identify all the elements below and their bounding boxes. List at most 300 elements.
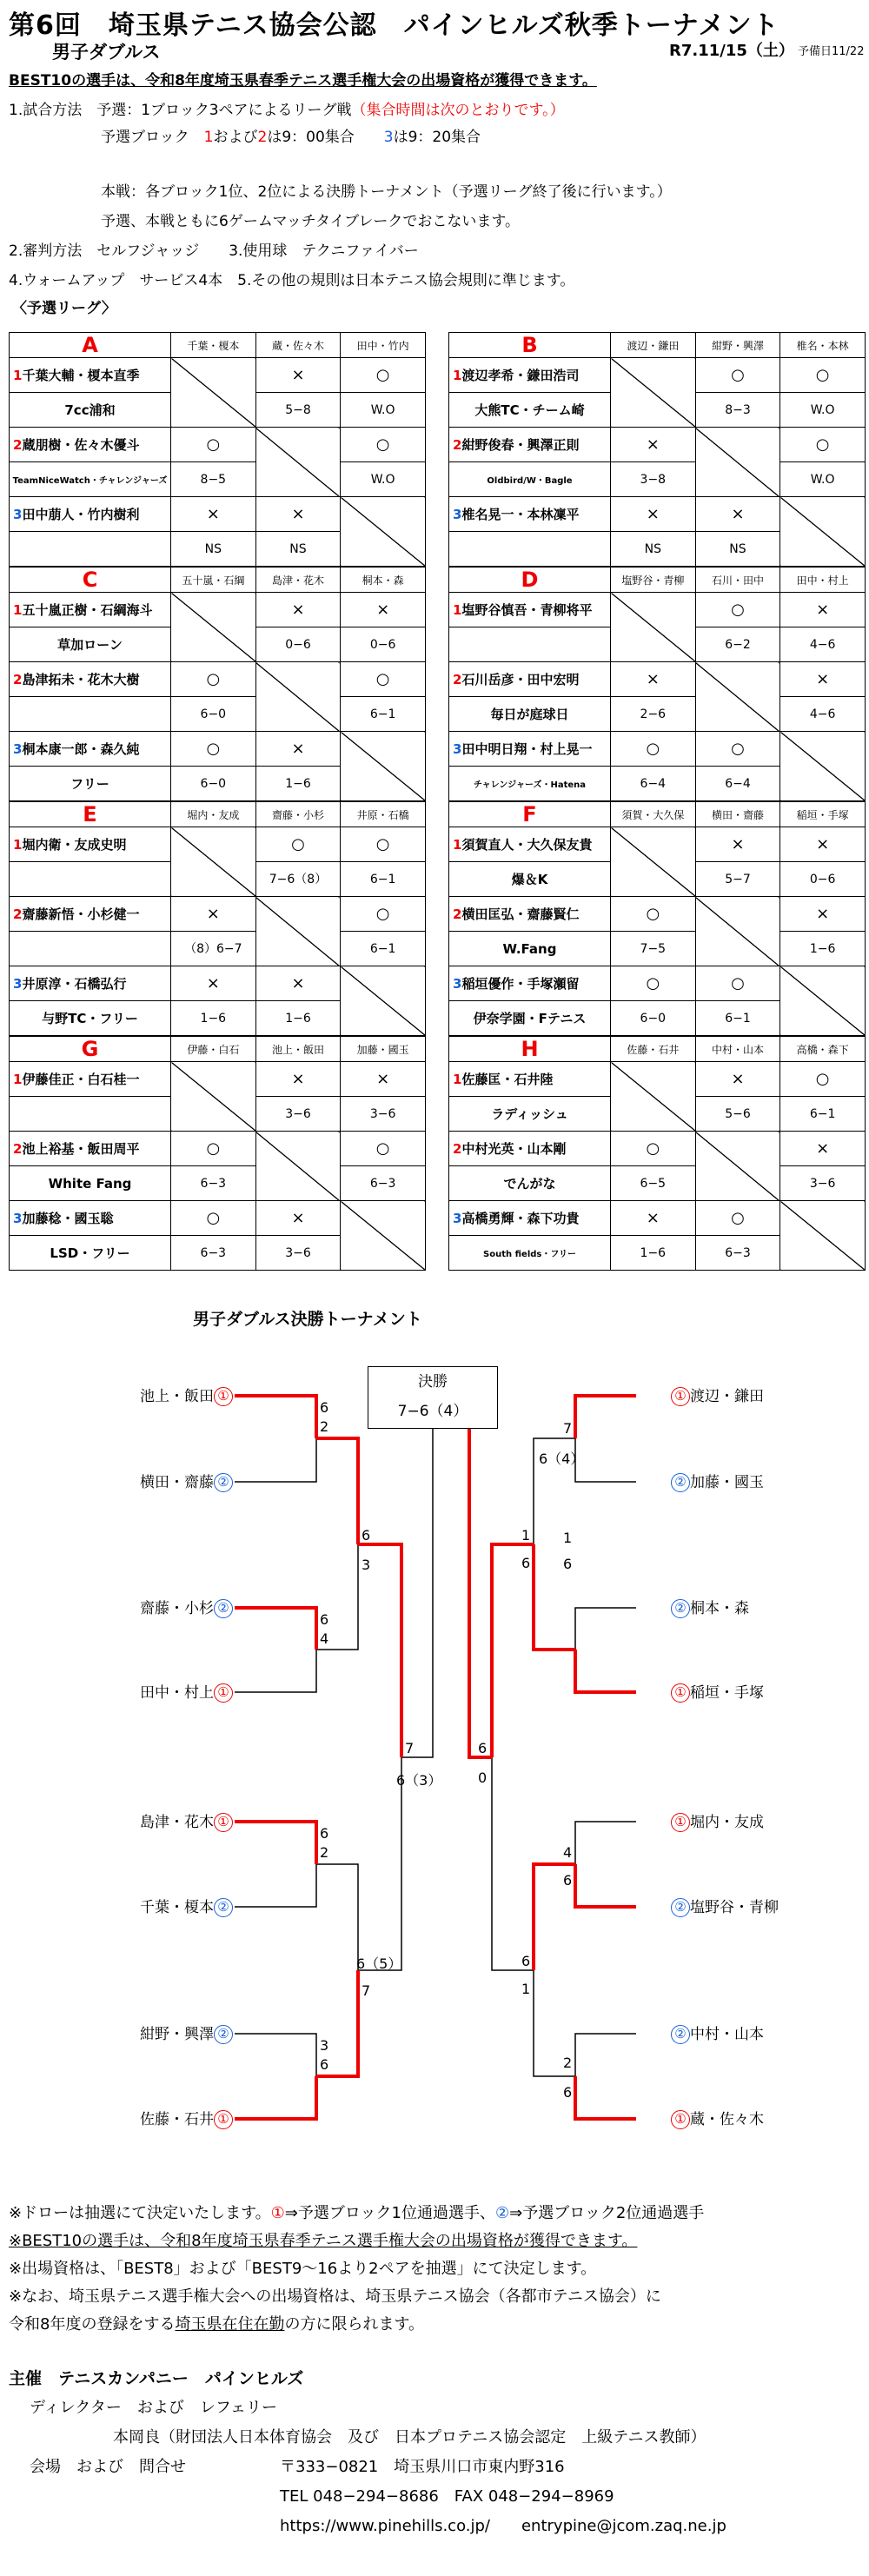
- group-col-header: 伊藤・白石: [171, 1037, 256, 1062]
- result-score: 6−0: [611, 1001, 696, 1036]
- group-col-header: 堀内・友成: [171, 802, 256, 827]
- final-win: [469, 1429, 492, 1757]
- l-r1-p2: [235, 1608, 316, 1692]
- bracket-player-right: ② 加藤・國玉: [671, 1470, 764, 1492]
- group-col-header: 横田・齋藤: [695, 802, 780, 827]
- result-mark: ×: [780, 1132, 866, 1166]
- page-title: 第6回 埼玉県テニス協会公認 パインヒルズ秋季トーナメント: [9, 10, 779, 41]
- result-score: NS: [611, 532, 696, 567]
- best10-notice: BEST10の選手は、令和8年度埼玉県春季テニス選手権大会の出場資格が獲得できます。: [9, 72, 597, 90]
- bracket-score: 3: [362, 1557, 371, 1573]
- info-line-2: 予選ブロック 1および2は9：00集合 3は9：20集合: [101, 129, 481, 146]
- r-r2-bot: [534, 1864, 575, 2076]
- l-r1-p3: [235, 1822, 316, 1907]
- player-name: 3田中明日翔・村上晃一: [449, 732, 611, 767]
- seed-badge: ①: [671, 1387, 690, 1406]
- group-col-header: 加藤・國玉: [341, 1037, 426, 1062]
- result-mark: ○: [780, 1062, 866, 1097]
- result-score: 7−5: [611, 932, 696, 966]
- seed-number: 2: [453, 437, 462, 453]
- bracket-player-right: ① 蔵・佐々木: [671, 2107, 764, 2129]
- result-mark: ○: [695, 1201, 780, 1236]
- result-mark: ○: [695, 966, 780, 1001]
- l-win-4: [235, 2076, 316, 2119]
- player-name: 1五十嵐正樹・石綱海斗: [10, 593, 171, 627]
- r-final: [469, 1429, 492, 1757]
- bracket-player-right: ② 塩野谷・青柳: [671, 1895, 779, 1917]
- result-mark: ○: [171, 1201, 256, 1236]
- bracket-player-right: ② 中村・山本: [671, 2022, 764, 2044]
- club-name: South fields・フリー: [449, 1236, 611, 1271]
- player-name: 1佐藤匡・石井陸: [449, 1062, 611, 1097]
- group-table-c: [9, 567, 426, 801]
- self-match-cell: [780, 732, 866, 801]
- l-r1-p4: [235, 2034, 316, 2119]
- result-score: 6−3: [341, 1166, 426, 1201]
- result-mark: ×: [611, 1201, 696, 1236]
- club-name: LSD・フリー: [10, 1236, 171, 1271]
- bracket-score: 6（3）: [396, 1772, 442, 1789]
- group-letter: E: [10, 802, 171, 827]
- seed-badge: ②: [671, 1599, 690, 1618]
- group-col-header: 佐藤・石井: [611, 1037, 696, 1062]
- self-match-cell: [255, 897, 341, 966]
- seed-number: 2: [13, 1141, 23, 1157]
- result-mark: ○: [341, 1132, 426, 1166]
- result-score: 6−1: [341, 932, 426, 966]
- event-date: R7.11/15（土）: [669, 42, 794, 60]
- group-letter: F: [449, 802, 611, 827]
- group-letter: G: [10, 1037, 171, 1062]
- result-score: 0−6: [255, 627, 341, 662]
- bracket-player-left: 横田・齋藤 ②: [140, 1470, 233, 1492]
- player-name: 3稲垣優作・手塚瀬留: [449, 966, 611, 1001]
- seed-number: 2: [453, 672, 462, 687]
- result-mark: ○: [171, 662, 256, 697]
- bracket-score: 2: [320, 1418, 329, 1435]
- self-match-cell: [780, 966, 866, 1036]
- group-col-header: 高橋・森下: [780, 1037, 866, 1062]
- self-match-cell: [171, 827, 256, 897]
- player-name: 2池上裕基・飯田周平: [10, 1132, 171, 1166]
- result-score: 6−0: [171, 697, 256, 732]
- bracket-score: 6（4）: [539, 1451, 585, 1467]
- player-name: 3加藤稔・國玉聡: [10, 1201, 171, 1236]
- seed-badge: ①: [214, 1387, 233, 1406]
- seed-number: 2: [453, 1141, 462, 1157]
- info-line-4: 予選、本戦ともに6ゲームマッチタイブレークでおこないます。: [101, 213, 521, 230]
- bracket-score: 3: [320, 2037, 329, 2054]
- result-mark: ×: [255, 593, 341, 627]
- bracket-score: 6: [521, 1953, 531, 1969]
- bracket-player-right: ② 桐本・森: [671, 1596, 749, 1618]
- result-mark: ○: [611, 966, 696, 1001]
- result-mark: ○: [341, 428, 426, 462]
- venue-web: https://www.pinehills.co.jp/ entrypine@jcom.zaq.ne.jp: [280, 2517, 726, 2535]
- bracket-player-left: 佐藤・石井 ①: [140, 2107, 233, 2129]
- club-name: 与野TC・フリー: [10, 1001, 171, 1036]
- organizer-person: 本岡良（財団法人日本体育協会 及び 日本プロテニス協会認定 上級テニス教師）: [113, 2428, 706, 2447]
- result-score: 3−6: [780, 1166, 866, 1201]
- player-name: 1堀内衛・友成史明: [10, 827, 171, 862]
- bracket-score: 6: [320, 1399, 329, 1416]
- result-mark: ×: [611, 428, 696, 462]
- player-name: 2紺野俊春・興澤正則: [449, 428, 611, 462]
- info-line-3: 本戦：各ブロック1位、2位による決勝トーナメント（予選リーグ終了後に行います。）: [101, 183, 672, 201]
- result-score: 6−5: [611, 1166, 696, 1201]
- result-score: 7−6（8）: [255, 862, 341, 897]
- club-name: [10, 932, 171, 966]
- result-mark: ×: [780, 593, 866, 627]
- result-mark: ×: [695, 827, 780, 862]
- result-mark: ×: [255, 1201, 341, 1236]
- result-score: 8−5: [171, 462, 256, 497]
- result-mark: ○: [695, 358, 780, 393]
- result-score: 0−6: [780, 862, 866, 897]
- result-score: 6−4: [611, 767, 696, 801]
- group-table-e: [9, 801, 426, 1036]
- seed-number: 1: [453, 602, 462, 618]
- seed-badge: ②: [214, 2025, 233, 2044]
- result-mark: ○: [780, 428, 866, 462]
- self-match-cell: [255, 428, 341, 497]
- r-r3: [492, 1544, 534, 1970]
- seed-number: 1: [453, 837, 462, 853]
- result-score: 1−6: [255, 767, 341, 801]
- note-5: 令和8年度の登録をする埼玉県在住在勤の方に限られます。: [9, 2315, 425, 2334]
- group-letter: A: [10, 333, 171, 358]
- group-col-header: 千葉・榎本: [171, 333, 256, 358]
- result-score: W.O: [780, 393, 866, 428]
- bracket-score: 6: [521, 1555, 531, 1571]
- seed-number: 3: [453, 741, 462, 757]
- bracket-score: 0: [478, 1769, 488, 1786]
- result-score: 6−3: [171, 1236, 256, 1271]
- r-r1-p4: [575, 2034, 636, 2119]
- group-col-header: 島津・花木: [255, 568, 341, 593]
- bracket-player-left: 齋藤・小杉 ②: [140, 1596, 233, 1618]
- r-win-3: [575, 1864, 636, 1907]
- l-r3: [358, 1544, 401, 1970]
- self-match-cell: [171, 358, 256, 428]
- group-col-header: 桐本・森: [341, 568, 426, 593]
- bracket-score: 6: [320, 1825, 329, 1842]
- result-score: NS: [695, 532, 780, 567]
- club-name: [10, 532, 171, 567]
- result-mark: ×: [255, 732, 341, 767]
- self-match-cell: [780, 497, 866, 567]
- l-win-7: [358, 1544, 401, 1757]
- result-score: 6−3: [171, 1166, 256, 1201]
- result-mark: ×: [171, 497, 256, 532]
- result-score: 5−6: [695, 1097, 780, 1132]
- player-name: 2齋藤新悟・小杉健一: [10, 897, 171, 932]
- venue-label: 会場 および 問合せ: [30, 2458, 186, 2476]
- club-name: [449, 627, 611, 662]
- bracket-score: 2: [563, 2055, 573, 2071]
- l-r1-p1: [235, 1396, 316, 1482]
- club-name: [10, 862, 171, 897]
- result-mark: ○: [255, 827, 341, 862]
- group-col-header: 須賀・大久保: [611, 802, 696, 827]
- result-mark: ○: [611, 1132, 696, 1166]
- club-name: 7cc浦和: [10, 393, 171, 428]
- player-name: 1須賀直人・大久保友貴: [449, 827, 611, 862]
- result-score: 5−8: [255, 393, 341, 428]
- result-score: 0−6: [341, 627, 426, 662]
- player-name: 2横田匡弘・齋藤賢仁: [449, 897, 611, 932]
- bracket-player-left: 島津・花木 ①: [140, 1809, 233, 1832]
- player-name: 2石川岳彦・田中宏明: [449, 662, 611, 697]
- group-col-header: 池上・飯田: [255, 1037, 341, 1062]
- result-mark: ×: [780, 827, 866, 862]
- final-label: 決勝: [418, 1373, 448, 1391]
- result-score: 3−6: [255, 1097, 341, 1132]
- bracket-score: 4: [320, 1630, 329, 1647]
- player-name: 1渡辺孝希・鎌田浩司: [449, 358, 611, 393]
- player-name: 3井原淳・石橋弘行: [10, 966, 171, 1001]
- seed-badge: ①: [214, 1683, 233, 1703]
- seed-badge: ②: [214, 1473, 233, 1492]
- result-mark: ○: [171, 732, 256, 767]
- result-mark: ○: [695, 732, 780, 767]
- result-score: NS: [171, 532, 256, 567]
- venue-address: 〒333−0821 埼玉県川口市東内野316: [280, 2458, 565, 2476]
- seed-number: 1: [13, 1072, 23, 1087]
- seed-number: 1: [13, 368, 23, 383]
- player-name: 1千葉大輔・榎本直季: [10, 358, 171, 393]
- seed-number: 1: [453, 368, 462, 383]
- info-line-6: 4.ウォームアップ サービス4本 5.その他の規則は日本テニス協会規則に準じます。: [9, 272, 575, 289]
- group-col-header: 井原・石橋: [341, 802, 426, 827]
- seed-number: 3: [13, 507, 23, 522]
- club-name: 大熊TC・チーム崎: [449, 393, 611, 428]
- group-col-header: 稲垣・手塚: [780, 802, 866, 827]
- seed-badge: ①: [671, 1683, 690, 1703]
- result-score: 6−0: [171, 767, 256, 801]
- player-name: 3田中萠人・竹内樹利: [10, 497, 171, 532]
- group-col-header: 石川・田中: [695, 568, 780, 593]
- seed-number: 1: [453, 1072, 462, 1087]
- bracket-player-right: ① 渡辺・鎌田: [671, 1384, 764, 1406]
- club-name: 伊奈学園・Fテニス: [449, 1001, 611, 1036]
- group-col-header: 五十嵐・石綱: [171, 568, 256, 593]
- group-col-header: 齋藤・小杉: [255, 802, 341, 827]
- result-score: 1−6: [171, 1001, 256, 1036]
- group-col-header: 蔵・佐々木: [255, 333, 341, 358]
- self-match-cell: [780, 1201, 866, 1271]
- group-table-f: [448, 801, 866, 1036]
- group-letter: D: [449, 568, 611, 593]
- club-name: [449, 532, 611, 567]
- club-name: 爆＆K: [449, 862, 611, 897]
- r-win-2: [575, 1650, 636, 1692]
- l-win-3: [235, 1822, 316, 1864]
- group-col-header: 田中・竹内: [341, 333, 426, 358]
- self-match-cell: [695, 1132, 780, 1201]
- bracket-score: 1: [521, 1527, 531, 1544]
- seed-number: 3: [453, 976, 462, 992]
- group-table-g: [9, 1036, 426, 1271]
- r-win-1: [575, 1396, 636, 1438]
- club-name: Oldbird/W・Bagle: [449, 462, 611, 497]
- r-win-7: [492, 1544, 534, 1757]
- bracket-player-left: 田中・村上 ①: [140, 1680, 233, 1703]
- group-col-header: 塩野谷・青柳: [611, 568, 696, 593]
- r-r1-p1: [575, 1396, 636, 1482]
- club-name: フリー: [10, 767, 171, 801]
- organizer-role: ディレクター および レフェリー: [30, 2399, 277, 2417]
- bracket-score: 7: [563, 1420, 573, 1437]
- result-mark: ×: [255, 1062, 341, 1097]
- bracket-score: 6: [320, 2056, 329, 2073]
- result-score: 3−8: [611, 462, 696, 497]
- player-name: 3高橋勇輝・森下功貴: [449, 1201, 611, 1236]
- self-match-cell: [611, 593, 696, 662]
- result-mark: ○: [611, 732, 696, 767]
- bracket-score: 6: [563, 1556, 573, 1572]
- seed-badge: ②: [214, 1898, 233, 1917]
- bracket-score: 4: [563, 1844, 573, 1861]
- seed-number: 3: [13, 976, 23, 992]
- bracket-player-left: 紺野・興澤 ②: [140, 2022, 233, 2044]
- seed-number: 2: [13, 437, 23, 453]
- result-mark: ×: [611, 497, 696, 532]
- club-name: 草加ローン: [10, 627, 171, 662]
- note-1: ※ドローは抽選にて決定いたします。①⇒予選ブロック1位通過選手、②⇒予選ブロック2位通過選手: [9, 2204, 705, 2222]
- result-score: 4−6: [780, 697, 866, 732]
- result-mark: ×: [780, 662, 866, 697]
- player-name: 1伊藤佳正・白石桂一: [10, 1062, 171, 1097]
- seed-number: 2: [13, 672, 23, 687]
- result-score: 6−1: [780, 1097, 866, 1132]
- result-score: 3−6: [341, 1097, 426, 1132]
- bracket-score: 2: [320, 1844, 329, 1861]
- prelim-label: 〈予選リーグ〉: [12, 300, 116, 317]
- result-score: 8−3: [695, 393, 780, 428]
- group-table-a: [9, 332, 426, 567]
- result-mark: ×: [695, 1062, 780, 1097]
- final-score: 7−6（4）: [397, 1403, 468, 1420]
- result-score: 6−3: [695, 1236, 780, 1271]
- result-score: 4−6: [780, 627, 866, 662]
- result-score: 6−1: [695, 1001, 780, 1036]
- seed-number: 3: [13, 1211, 23, 1226]
- group-col-header: 田中・村上: [780, 568, 866, 593]
- seed-badge: ①: [214, 1813, 233, 1832]
- seed-badge: ②: [671, 1898, 690, 1917]
- result-mark: ○: [611, 897, 696, 932]
- r-r1-p2: [575, 1608, 636, 1692]
- group-col-header: 紺野・興澤: [695, 333, 780, 358]
- self-match-cell: [341, 732, 426, 801]
- self-match-cell: [171, 1062, 256, 1132]
- result-mark: ×: [255, 497, 341, 532]
- player-name: 2蔵朋樹・佐々木優斗: [10, 428, 171, 462]
- group-letter: B: [449, 333, 611, 358]
- bracket-score: 1: [563, 1530, 573, 1546]
- player-name: 2中村光英・山本剛: [449, 1132, 611, 1166]
- bracket-score: 6（5）: [356, 1955, 402, 1972]
- bracket-score: 1: [521, 1981, 531, 1997]
- l-win-1: [235, 1396, 316, 1438]
- club-name: 毎日が庭球日: [449, 697, 611, 732]
- note-2: ※BEST10の選手は、令和8年度埼玉県春季テニス選手権大会の出場資格が獲得できます。: [9, 2232, 638, 2250]
- self-match-cell: [341, 497, 426, 567]
- result-mark: ×: [171, 966, 256, 1001]
- bracket-player-left: 千葉・榎本 ②: [140, 1895, 233, 1917]
- seed-number: 3: [453, 507, 462, 522]
- seed-badge: ②: [671, 1473, 690, 1492]
- group-letter: C: [10, 568, 171, 593]
- bracket-score: 6: [478, 1740, 488, 1756]
- seed-badge: ①: [671, 1813, 690, 1832]
- result-mark: ○: [341, 662, 426, 697]
- result-mark: ○: [171, 1132, 256, 1166]
- result-score: 6−4: [695, 767, 780, 801]
- info-line-5: 2.審判方法 セルフジャッジ 3.使用球 テクニファイバー: [9, 242, 419, 260]
- result-score: 6−2: [695, 627, 780, 662]
- result-score: 1−6: [611, 1236, 696, 1271]
- note-3: ※出場資格は、「BEST8」および「BEST9～16より2ペアを抽選」にて決定します。: [9, 2260, 597, 2278]
- bracket-player-right: ① 稲垣・手塚: [671, 1680, 764, 1703]
- self-match-cell: [171, 593, 256, 662]
- group-col-header: 椎名・本林: [780, 333, 866, 358]
- organizer-host: 主催 テニスカンパニー パインヒルズ: [9, 2369, 304, 2388]
- bracket-player-left: 池上・飯田 ①: [140, 1384, 233, 1406]
- result-mark: ×: [611, 662, 696, 697]
- result-score: （8）6−7: [171, 932, 256, 966]
- result-score: 6−1: [341, 697, 426, 732]
- group-table-h: [448, 1036, 866, 1271]
- club-name: [10, 1097, 171, 1132]
- result-mark: ○: [695, 593, 780, 627]
- reserve-date: 予備日11/22: [798, 45, 865, 58]
- bracket-score: 6: [362, 1527, 371, 1544]
- l-final: [401, 1429, 433, 1757]
- group-col-header: 渡辺・鎌田: [611, 333, 696, 358]
- bracket-score: 6: [563, 1872, 573, 1889]
- l-win-5: [316, 1438, 358, 1544]
- result-mark: ×: [341, 593, 426, 627]
- player-name: 3桐本康一郎・森久純: [10, 732, 171, 767]
- info-line-1: 1.試合方法 予選：1ブロック3ペアによるリーグ戦（集合時間は次のとおりです。）: [9, 102, 565, 119]
- result-mark: ×: [780, 897, 866, 932]
- seed-number: 2: [13, 906, 23, 922]
- club-name: White Fang: [10, 1166, 171, 1201]
- self-match-cell: [341, 1201, 426, 1271]
- venue-tel: TEL 048−294−8686 FAX 048−294−8969: [280, 2487, 614, 2506]
- bracket-score: 6: [320, 1611, 329, 1628]
- self-match-cell: [695, 428, 780, 497]
- result-score: 6−1: [341, 862, 426, 897]
- player-name: 2島津拓未・花木大樹: [10, 662, 171, 697]
- seed-badge: ②: [671, 2025, 690, 2044]
- result-mark: ○: [341, 827, 426, 862]
- result-mark: ○: [780, 358, 866, 393]
- club-name: チャレンジャーズ・Hatena: [449, 767, 611, 801]
- seed-badge: ②: [214, 1599, 233, 1618]
- self-match-cell: [695, 897, 780, 966]
- result-mark: ×: [171, 897, 256, 932]
- seed-number: 1: [13, 837, 23, 853]
- result-score: NS: [255, 532, 341, 567]
- final-box: [368, 1366, 498, 1429]
- club-name: [10, 697, 171, 732]
- group-col-header: 中村・山本: [695, 1037, 780, 1062]
- result-score: W.O: [341, 393, 426, 428]
- result-score: 1−6: [255, 1001, 341, 1036]
